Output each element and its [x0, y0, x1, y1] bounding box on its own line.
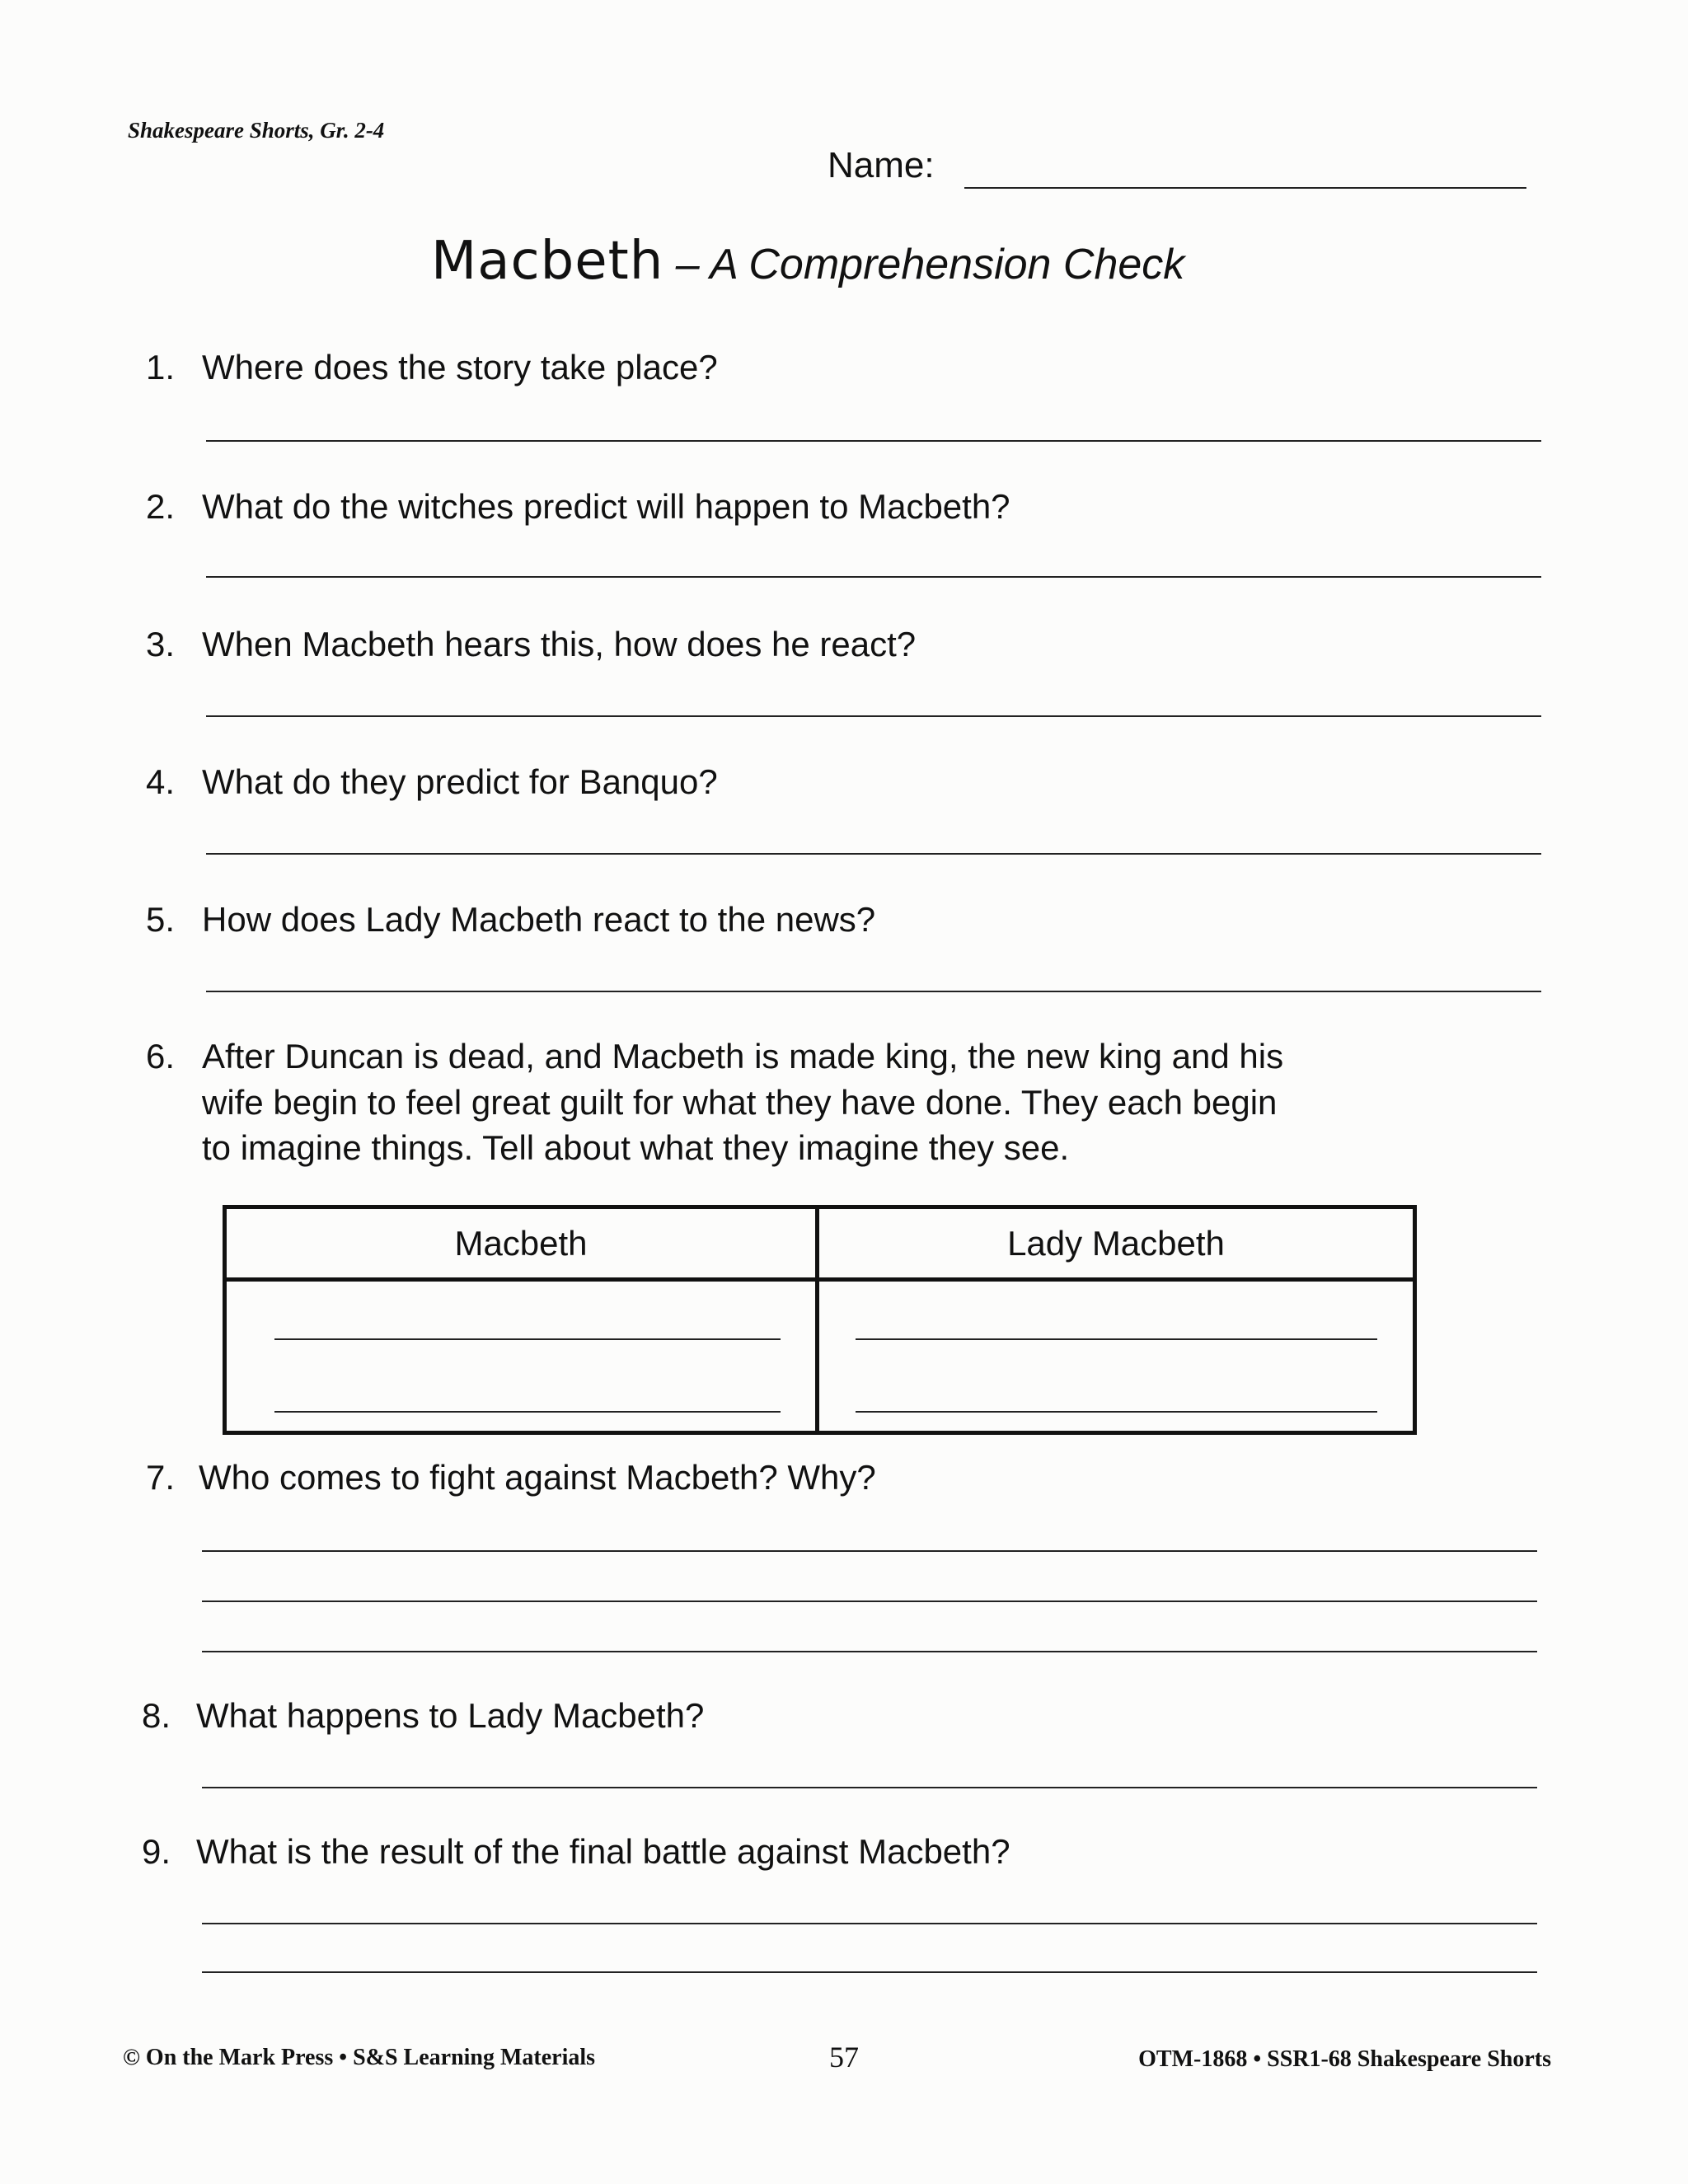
answer-line[interactable]: [202, 1787, 1537, 1788]
question-text: How does Lady Macbeth react to the news?: [202, 900, 876, 939]
answer-line[interactable]: [206, 991, 1541, 992]
question-number: 4.: [146, 762, 176, 801]
question-number: 5.: [146, 900, 176, 939]
answer-line[interactable]: [202, 1550, 1537, 1552]
question-number: 2.: [146, 487, 176, 526]
answer-line[interactable]: [274, 1411, 781, 1413]
title-main: Macbeth: [431, 231, 664, 292]
question-text-line: to imagine things. Tell about what they imagine they see.: [202, 1128, 1070, 1167]
name-label: Name:: [828, 145, 935, 185]
question-text: What is the result of the final battle against Macbeth?: [196, 1832, 1010, 1871]
page-number: 57: [829, 2041, 859, 2074]
question-number: 9.: [142, 1832, 171, 1871]
question-text: What happens to Lady Macbeth?: [196, 1696, 705, 1735]
question-number: 3.: [146, 625, 176, 663]
name-field[interactable]: [964, 187, 1526, 189]
column-header-macbeth: Macbeth: [454, 1224, 588, 1263]
question-text: Who comes to fight against Macbeth? Why?: [199, 1458, 876, 1497]
answer-line[interactable]: [856, 1338, 1377, 1340]
question-text: What do they predict for Banquo?: [202, 762, 718, 801]
footer-catalog: OTM-1868 • SSR1-68 Shakespeare Shorts: [1138, 2046, 1551, 2072]
answer-line[interactable]: [202, 1923, 1537, 1924]
book-header: Shakespeare Shorts, Gr. 2-4: [128, 118, 385, 143]
answer-line[interactable]: [206, 853, 1541, 855]
answer-line[interactable]: [202, 1651, 1537, 1652]
answer-line[interactable]: [856, 1411, 1377, 1413]
question-number: 8.: [142, 1696, 171, 1735]
title-subtitle: – A Comprehension Check: [675, 241, 1185, 288]
question-number: 6.: [146, 1037, 176, 1076]
question-text: What do the witches predict will happen to Macbeth?: [202, 487, 1010, 526]
answer-line[interactable]: [202, 1601, 1537, 1602]
question-text: When Macbeth hears this, how does he react?: [202, 625, 917, 663]
column-header-lady-macbeth: Lady Macbeth: [1007, 1224, 1225, 1263]
answer-line[interactable]: [206, 440, 1541, 442]
question-text: Where does the story take place?: [202, 348, 718, 387]
question-text-line: After Duncan is dead, and Macbeth is made king, the new king and his: [202, 1037, 1284, 1076]
question-text-line: wife begin to feel great guilt for what they have done. They each begin: [202, 1083, 1278, 1122]
question-number: 1.: [146, 348, 176, 387]
answer-line[interactable]: [206, 576, 1541, 578]
question-number: 7.: [146, 1458, 176, 1497]
footer-publisher: © On the Mark Press • S&S Learning Materials: [123, 2045, 596, 2070]
answer-line[interactable]: [202, 1971, 1537, 1973]
answer-line[interactable]: [274, 1338, 781, 1340]
page-title: [431, 231, 1184, 292]
answer-line[interactable]: [206, 715, 1541, 717]
imagine-table: [223, 1205, 1417, 1435]
